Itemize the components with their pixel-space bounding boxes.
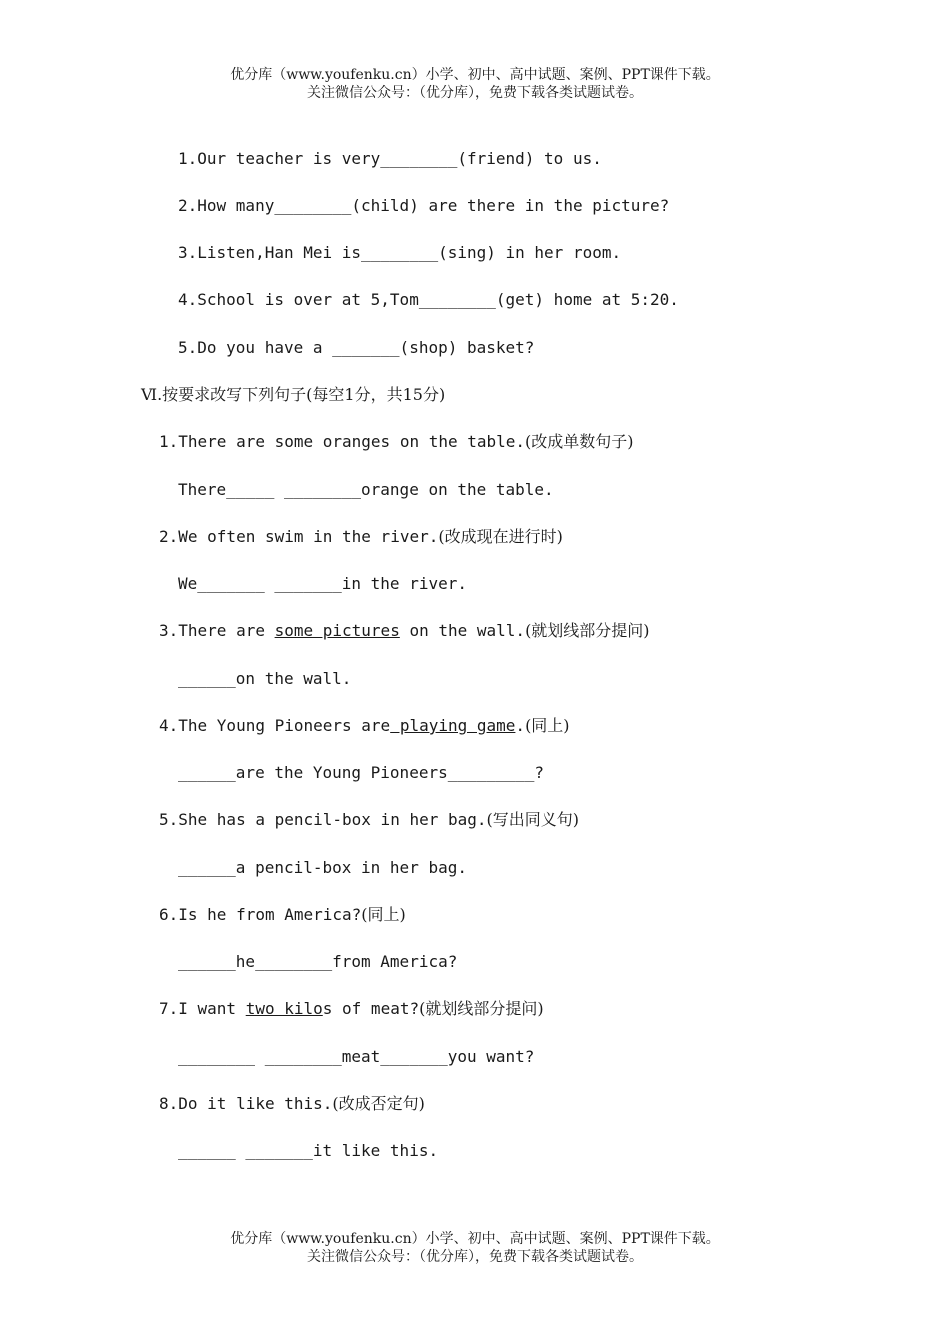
question-text: 8.Do it like this.: [159, 1094, 333, 1113]
question-note: (改成否定句): [332, 1094, 425, 1113]
footer-line-1: 优分库（www.youfenku.cn）小学、初中、高中试题、案例、PPT课件下载。: [230, 1231, 720, 1247]
question-text: 5.She has a pencil-box in her bag.: [159, 810, 487, 829]
underlined-phrase: some pictures: [274, 621, 400, 640]
fill-item-1: 1.Our teacher is very________(friend) to us.: [178, 149, 602, 168]
rewrite-question-2: [159, 527, 563, 547]
question-text: 1.There are some oranges on the table.: [159, 432, 526, 451]
question-text: 7.I want: [159, 999, 246, 1018]
rewrite-answer-4: ______are the Young Pioneers_________?: [178, 763, 545, 782]
rewrite-question-7: [159, 999, 544, 1019]
rewrite-question-8: [159, 1094, 425, 1114]
rewrite-question-5: [159, 810, 579, 830]
rewrite-answer-5: ______a pencil-box in her bag.: [178, 858, 467, 877]
header-line-1: 优分库（www.youfenku.cn）小学、初中、高中试题、案例、PPT课件下载。: [230, 67, 720, 83]
question-note: (就划线部分提问): [419, 999, 544, 1018]
rewrite-answer-1: There_____ ________orange on the table.: [178, 480, 554, 499]
rewrite-question-4: [159, 716, 570, 736]
question-note: (改成单数句子): [525, 432, 634, 451]
underlined-phrase: two kilo: [245, 999, 323, 1018]
question-text: 3.There are: [159, 621, 275, 640]
fill-item-2: 2.How many________(child) are there in the picture?: [178, 196, 670, 215]
underlined-phrase: playing game: [390, 716, 516, 735]
question-text-end: on the wall.: [399, 621, 526, 640]
rewrite-answer-8: ______ _______it like this.: [178, 1141, 439, 1160]
question-note: (就划线部分提问): [525, 621, 650, 640]
header-line-2: 关注微信公众号：（优分库），免费下载各类试题试卷。: [307, 85, 643, 101]
question-text-end: s of meat?: [322, 999, 420, 1018]
fill-item-3: 3.Listen,Han Mei is________(sing) in her room.: [178, 243, 622, 262]
rewrite-question-3: [159, 621, 650, 641]
question-note: (改成现在进行时): [438, 527, 563, 546]
rewrite-answer-7: ________ ________meat_______you want?: [178, 1047, 535, 1066]
question-note: (同上): [525, 716, 570, 735]
rewrite-answer-6: ______he________from America?: [178, 952, 458, 971]
question-text: 4.The Young Pioneers are: [159, 716, 391, 735]
question-note: (写出同义句): [486, 810, 580, 829]
section-title: Ⅵ.按要求改写下列句子(每空1分，共15分): [141, 385, 446, 404]
rewrite-answer-3: ______on the wall.: [178, 669, 352, 688]
fill-item-4: 4.School is over at 5,Tom________(get) home at 5:20.: [178, 290, 679, 309]
question-text: 6.Is he from America?: [159, 905, 362, 924]
page-footer: [0, 1230, 950, 1266]
rewrite-question-6: [159, 905, 406, 925]
page-header: [0, 66, 950, 102]
fill-item-5: 5.Do you have a _______(shop) basket?: [178, 338, 535, 357]
rewrite-answer-2: We_______ _______in the river.: [178, 574, 467, 593]
question-note: (同上): [361, 905, 406, 924]
question-text: 2.We often swim in the river.: [159, 527, 439, 546]
question-text-end: .: [515, 716, 526, 735]
footer-line-2: 关注微信公众号：（优分库），免费下载各类试题试卷。: [307, 1249, 643, 1265]
rewrite-question-1: [159, 432, 634, 452]
